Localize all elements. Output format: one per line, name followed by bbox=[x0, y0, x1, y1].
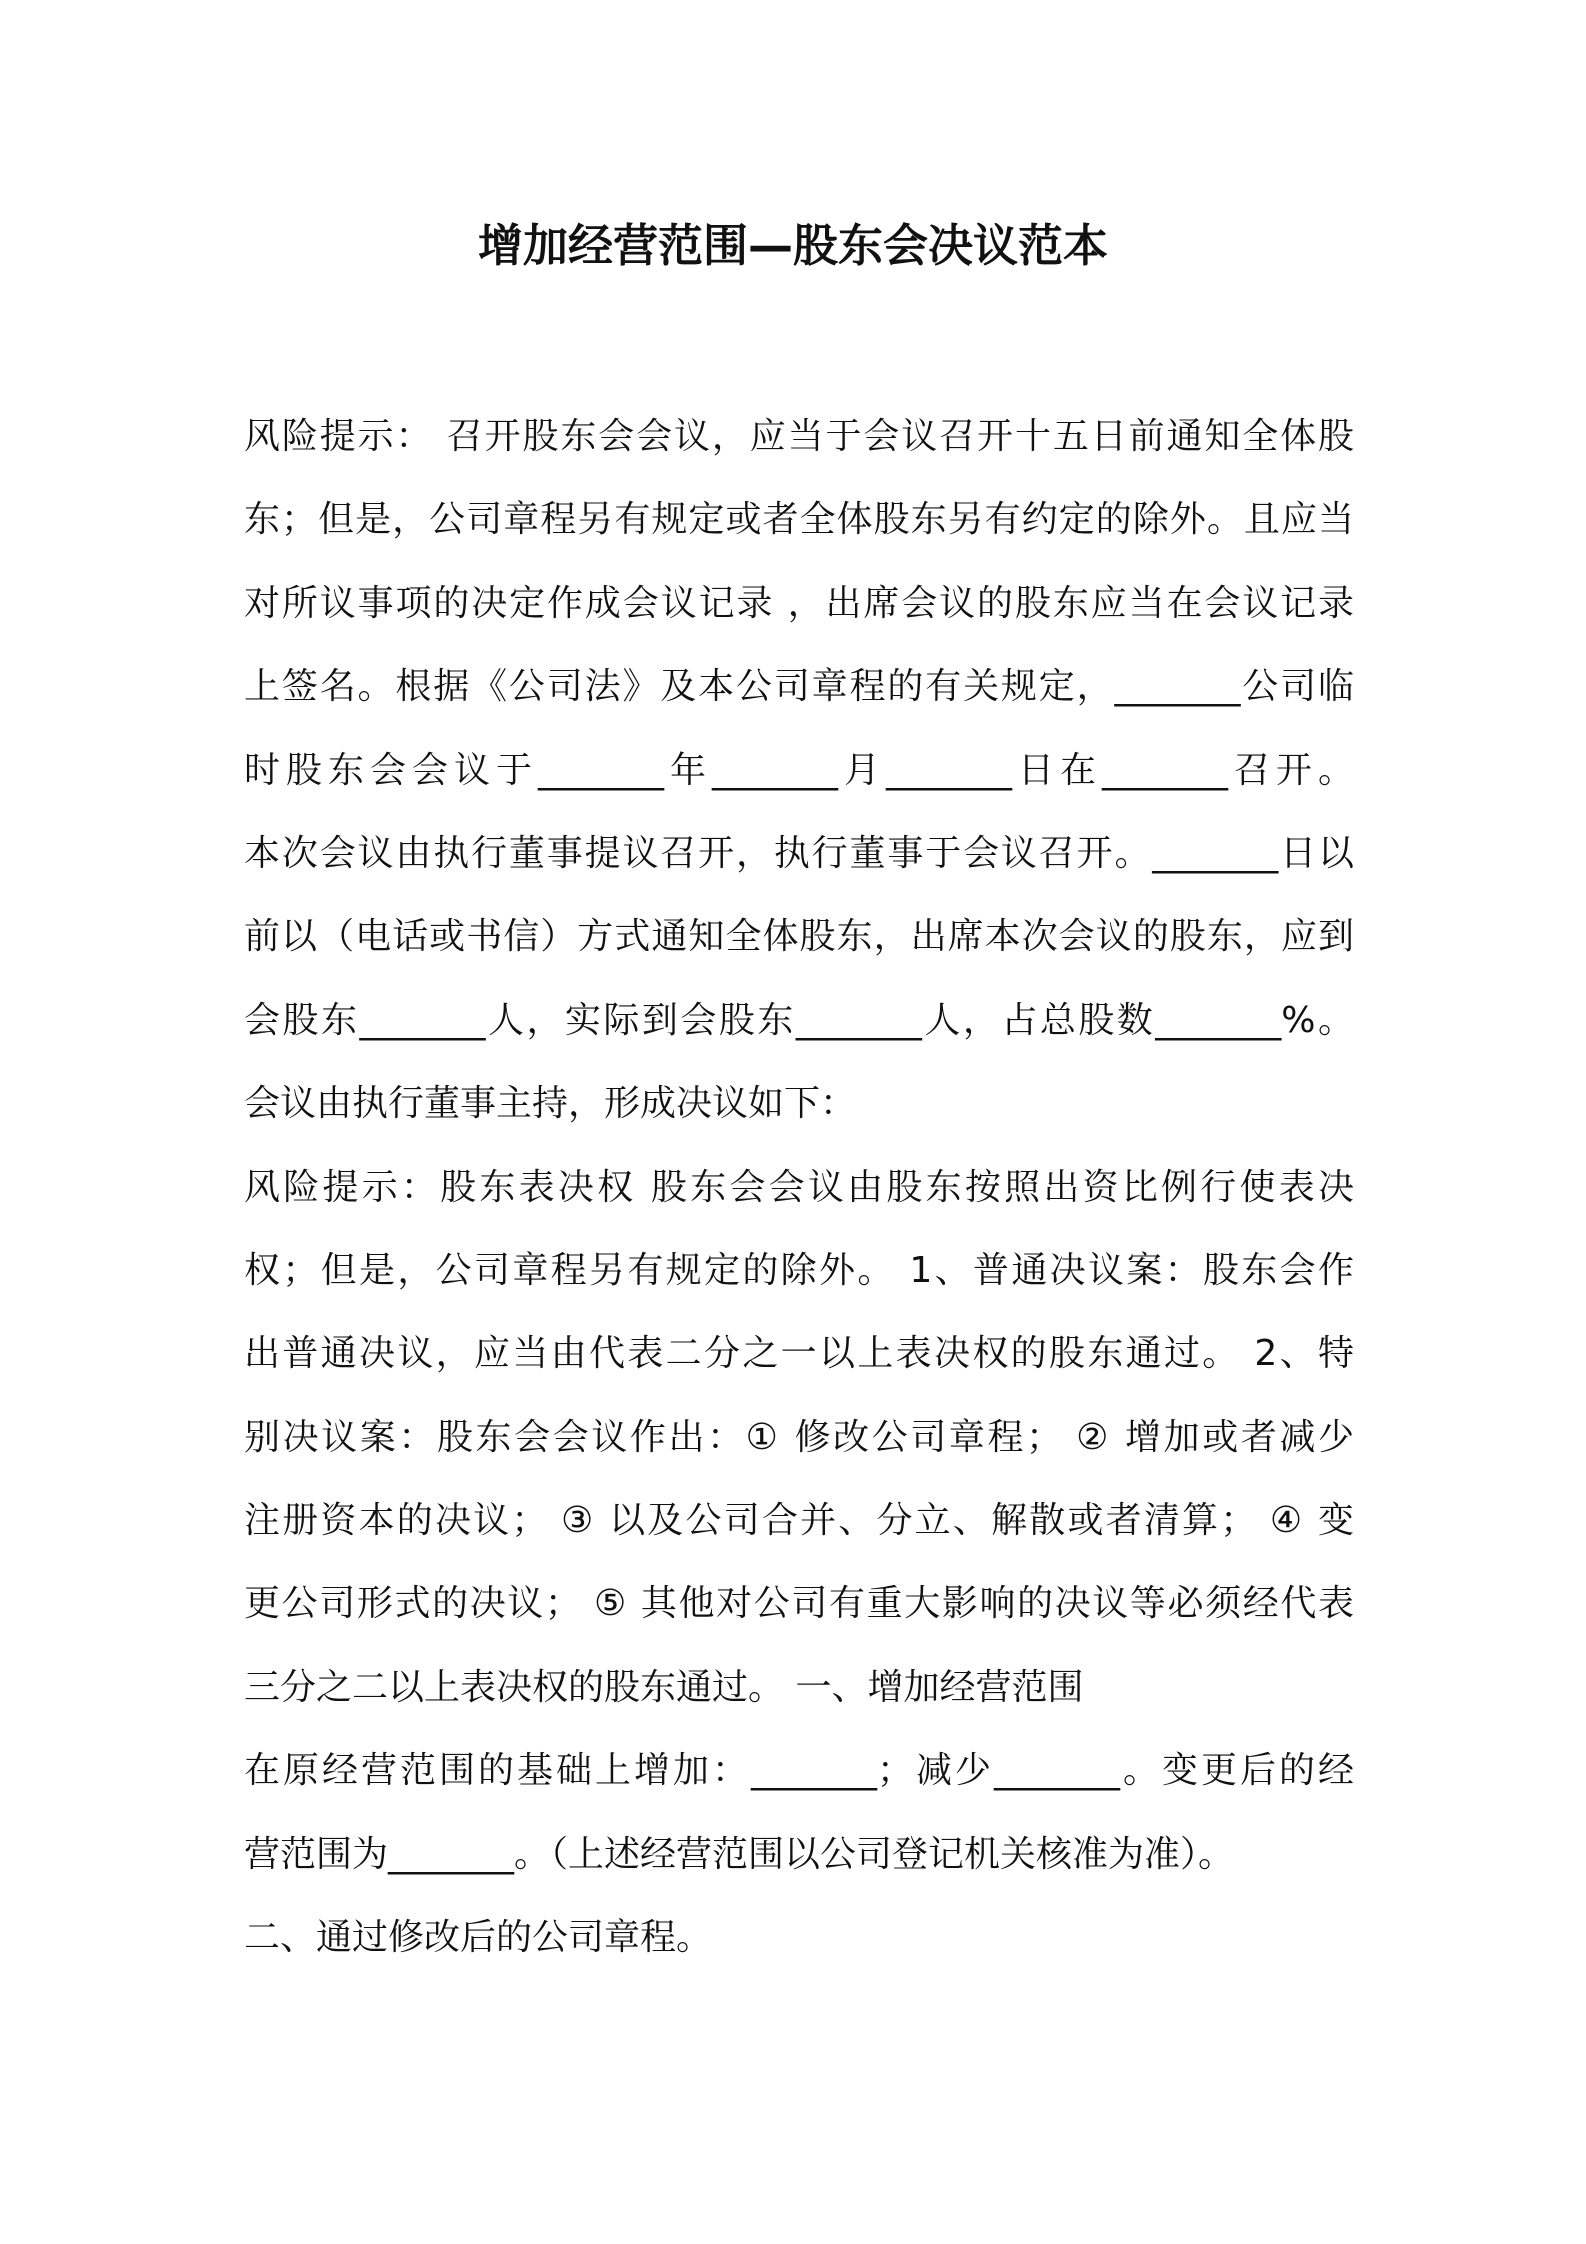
body-line-10: 风险提示：股东表决权 股东会会议由股东按照出资比例行使表决 bbox=[244, 1166, 1354, 1208]
body-line-5: 时股东会会议于_______年_______月_______日在_______召开。 bbox=[244, 749, 1354, 791]
document-body bbox=[244, 407, 1354, 1991]
body-line-18: 营范围为_______。（上述经营范围以公司登记机关核准为准）。 bbox=[244, 1833, 1235, 1875]
body-line-12: 出普通决议，应当由代表二分之一以上表决权的股东通过。 2、特 bbox=[244, 1333, 1354, 1375]
body-line-14: 注册资本的决议； ③ 以及公司合并、分立、解散或者清算； ④ 变 bbox=[244, 1500, 1354, 1542]
body-line-16: 三分之二以上表决权的股东通过。 一、增加经营范围 bbox=[244, 1666, 1084, 1708]
body-line-8: 会股东_______人，实际到会股东_______人，占总股数_______%。 bbox=[244, 999, 1354, 1041]
body-line-3: 对所议事项的决定作成会议记录 ，出席会议的股东应当在会议记录 bbox=[244, 582, 1354, 624]
body-line-7: 前以（电话或书信）方式通知全体股东，出席本次会议的股东，应到 bbox=[244, 916, 1354, 958]
body-line-15: 更公司形式的决议； ⑤ 其他对公司有重大影响的决议等必须经代表 bbox=[244, 1583, 1354, 1625]
body-line-6: 本次会议由执行董事提议召开，执行董事于会议召开。_______日以 bbox=[244, 832, 1354, 874]
body-line-17: 在原经营范围的基础上增加：_______；减少_______。变更后的经 bbox=[244, 1750, 1354, 1792]
body-line-1: 风险提示： 召开股东会会议，应当于会议召开十五日前通知全体股 bbox=[244, 416, 1354, 457]
body-line-13: 别决议案：股东会会议作出：① 修改公司章程； ② 增加或者减少 bbox=[244, 1416, 1354, 1458]
body-line-2: 东；但是，公司章程另有规定或者全体股东另有约定的除外。且应当 bbox=[244, 499, 1354, 541]
body-line-4: 上签名。根据《公司法》及本公司章程的有关规定，_______公司临 bbox=[244, 666, 1354, 708]
body-line-19: 二、通过修改后的公司章程。 bbox=[244, 1917, 713, 1959]
body-line-11: 权；但是，公司章程另有规定的除外。 1、普通决议案：股东会作 bbox=[244, 1249, 1354, 1291]
body-line-9: 会议由执行董事主持，形成决议如下： bbox=[244, 1083, 857, 1125]
document-title: 增加经营范围—股东会决议范本 bbox=[477, 219, 1108, 272]
